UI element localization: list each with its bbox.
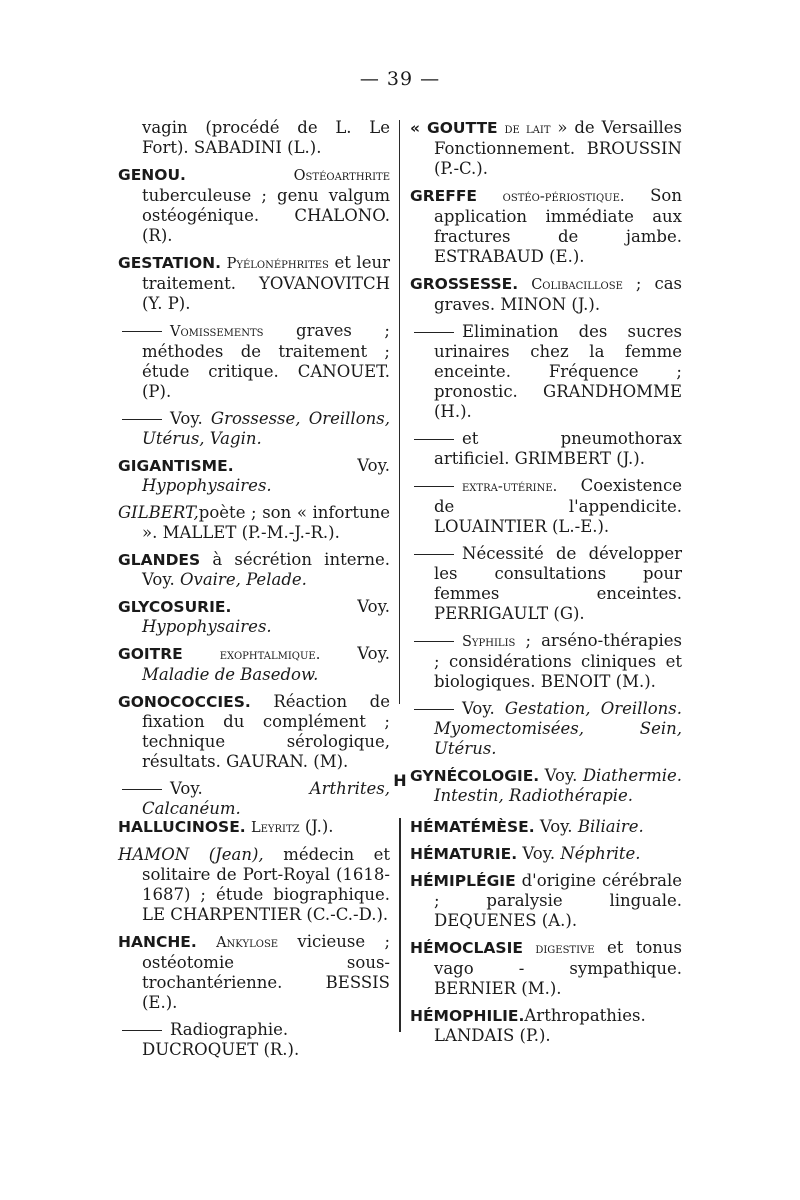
entry-crossref: Ovaire, Pelade. (179, 570, 307, 589)
entry-subheading: extra-utérine. (462, 479, 558, 495)
ditto-dash (414, 709, 454, 710)
index-entry (118, 321, 390, 402)
entry-text: Voy. (544, 766, 578, 785)
entry-crossref: Biliaire. (577, 817, 644, 836)
entry-crossref: Arthrites, Calcanéum. (142, 779, 390, 818)
entry-text: Radiographie. DUCROQUET (R.). (142, 1020, 300, 1059)
entry-text: d'origine cérébrale ; paralysie linguale. DEQUENES (A.). (434, 871, 682, 930)
entry-text: et leur traitement. YOVANOVITCH (Y. P). (142, 253, 390, 313)
entry-heading: GLYCOSURIE. (118, 598, 232, 616)
entry-subheading: digestive (535, 941, 595, 957)
entry-text: Voy. (522, 844, 556, 863)
entry-text: » de Versailles Fonctionnement. BROUSSIN (P.-C.). (434, 118, 682, 178)
entry-heading: GLANDES (118, 551, 201, 569)
index-entry (118, 409, 390, 449)
entry-subheading: Ankylose (216, 935, 279, 951)
entry-subheading: exophtalmique. (219, 647, 321, 663)
entry-subheading: ostéo-périostique. (502, 189, 625, 205)
entry-text: Voy. (357, 597, 390, 616)
entry-crossref: Hypophysaires. (142, 476, 272, 495)
ditto-dash (414, 641, 454, 642)
index-entry (410, 871, 682, 931)
entry-subheading: de lait (504, 121, 551, 137)
entry-text: Voy. (170, 779, 203, 798)
entry-heading: GROSSESSE. (410, 275, 519, 293)
index-entry (410, 938, 682, 999)
entry-text: vicieuse ; ostéotomie sous-trochantérienne. BESSIS (E.). (142, 932, 391, 1012)
ditto-dash (414, 554, 454, 555)
ditto-dash (414, 439, 454, 440)
entry-text: Voy. (357, 644, 390, 663)
entry-heading: GONOCOCCIES. (118, 693, 251, 711)
index-entry (118, 456, 390, 496)
entry-subheading: Colibacillose (531, 277, 623, 293)
index-entry (410, 631, 682, 692)
entry-subheading: Ostéoarthrite (293, 168, 390, 184)
entry-heading: HAMON (Jean), (118, 845, 264, 864)
left-column-bottom (118, 817, 390, 1067)
index-entry (118, 597, 390, 637)
entry-text: Voy. (170, 409, 203, 428)
index-entry (410, 118, 682, 179)
entry-crossref: Maladie de Basedow. (142, 665, 319, 684)
index-entry (118, 692, 390, 772)
index-entry (118, 253, 390, 314)
entry-heading: « GOUTTE (410, 119, 498, 137)
entry-subheading: Syphilis (462, 634, 516, 650)
index-entry (410, 817, 682, 837)
index-entry (118, 932, 390, 1013)
index-entry (118, 644, 390, 685)
index-entry (118, 503, 390, 543)
entry-heading: GREFFE (410, 187, 478, 205)
index-entry (410, 1006, 682, 1046)
entry-text: et tonus vago - sympathique. BERNIER (M.). (434, 938, 682, 998)
entry-crossref: Hypophysaires. (142, 617, 272, 636)
entry-heading: HÉMATURIE. (410, 845, 518, 863)
index-entry (410, 274, 682, 315)
entry-heading: HÉMOCLASIE (410, 939, 523, 957)
index-entry (410, 322, 682, 422)
column-divider-top (399, 120, 400, 704)
entry-heading: GENOU. (118, 166, 186, 184)
entry-heading: GILBERT, (118, 503, 199, 522)
page-number: — 39 — (359, 68, 441, 90)
index-entry (118, 817, 390, 838)
entry-heading: HALLUCINOSE. (118, 818, 246, 836)
right-column-top (410, 118, 682, 813)
entry-text: Réaction de fixation du complément ; technique sérologique, résultats. GAURAN. (M). (142, 692, 391, 771)
entry-text: Coexistence de l'appendicite. LOUAINTIER (L.-E.). (434, 476, 682, 536)
index-entry (410, 476, 682, 537)
entry-text: vagin (procédé de L. Le Fort). SABADINI (L.). (142, 118, 390, 157)
entry-heading: GIGANTISME. (118, 457, 234, 475)
entry-text: Nécessité de développer les consultations pour femmes enceintes. PERRIGAULT (G). (434, 544, 682, 623)
entry-text: poète ; son « infortune ». MALLET (P.-M.-J.-R.). (142, 503, 390, 542)
entry-subheading: Pyélonéphrites (226, 256, 329, 272)
index-entry (118, 1020, 390, 1060)
entry-heading: GESTATION. (118, 254, 222, 272)
section-letter: H (393, 771, 407, 790)
entry-crossref: Néphrite. (560, 844, 641, 863)
index-entry (142, 118, 390, 158)
ditto-dash (122, 1030, 162, 1031)
entry-heading: HÉMATÉMÈSE. (410, 818, 535, 836)
entry-heading: GOITRE (118, 645, 183, 663)
entry-subheading: Vomissements (170, 324, 264, 340)
entry-heading: HANCHE. (118, 933, 197, 951)
entry-text: Voy. (462, 699, 495, 718)
entry-text: Elimination des sucres urinaires chez la femme enceinte. Fréquence ; pronostic. GRANDHOMME (H.). (434, 322, 682, 421)
entry-text: médecin et solitaire de Port-Royal (1618-1687) ; étude biographique. LE CHARPENTIER (C.-C.-D.). (142, 845, 390, 924)
entry-text: tuberculeuse ; genu valgum ostéogénique. CHALONO. (R). (142, 186, 390, 245)
column-divider-bottom (399, 818, 401, 1032)
entry-text: et pneumothorax artificiel. GRIMBERT (J.). (434, 429, 682, 468)
entry-heading: HÉMIPLÉGIE (410, 872, 516, 890)
entry-crossref: Gestation, Oreillons. Myomectomisées, Sein, Utérus. (434, 699, 682, 758)
ditto-dash (122, 419, 162, 420)
ditto-dash (122, 331, 162, 332)
entry-subheading: Leyritz (250, 820, 300, 836)
entry-crossref: Diathermie. Intestin, Radiothérapie. (434, 766, 682, 805)
ditto-dash (414, 486, 454, 487)
entry-text: ; cas graves. MINON (J.). (434, 274, 683, 314)
index-entry (118, 165, 390, 246)
entry-text: ; arséno-thérapies ; considérations cliniques et biologiques. BENOIT (M.). (434, 631, 683, 691)
entry-text: Son application immédiate aux fractures de jambe. ESTRABAUD (E.). (434, 186, 682, 266)
entry-crossref: Grossesse, Oreillons, Utérus, Vagin. (142, 409, 390, 448)
entry-text: (J.). (304, 817, 334, 836)
entry-text: graves ; méthodes de traitement ; étude critique. CANOUET. (P). (142, 321, 390, 401)
index-entry (118, 550, 390, 590)
entry-text: Arthropathies. LANDAIS (P.). (434, 1006, 646, 1045)
index-entry (410, 844, 682, 864)
ditto-dash (414, 332, 454, 333)
entry-text: à sécrétion interne. Voy. (142, 550, 390, 589)
index-entry (410, 699, 682, 759)
entry-heading: GYNÉCOLOGIE. (410, 767, 540, 785)
index-entry (118, 845, 390, 925)
entry-text: Voy. (539, 817, 573, 836)
index-entry (410, 544, 682, 624)
entry-text: Voy. (357, 456, 390, 475)
left-column-top (118, 118, 390, 826)
index-entry (410, 429, 682, 469)
index-entry (410, 186, 682, 267)
right-column-bottom (410, 817, 682, 1053)
entry-heading: HÉMOPHILIE. (410, 1007, 525, 1025)
